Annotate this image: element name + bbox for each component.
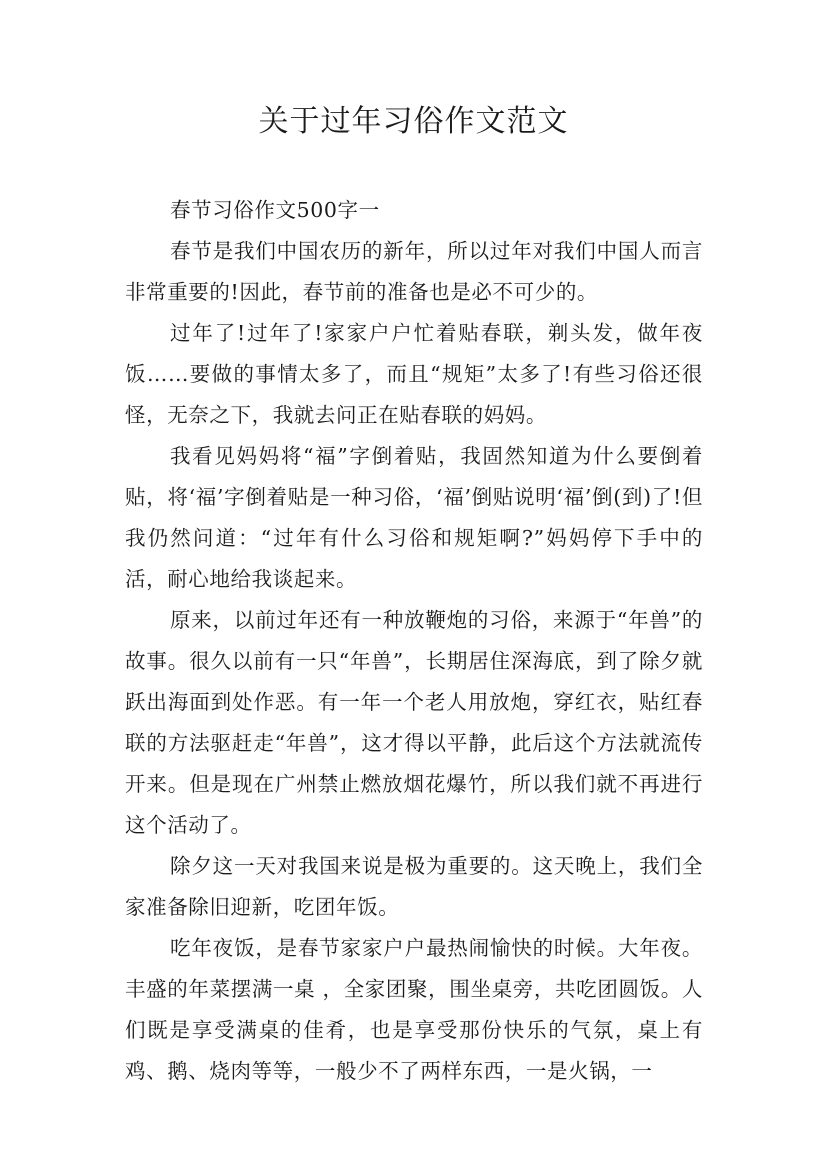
paragraph-subtitle: 春节习俗作文500字一 [170,198,380,222]
document-body [125,190,703,1092]
paragraph: 过年了!过年了!家家户户忙着贴春联，剃头发，做年夜饭……要做的事情太多了，而且“规矩”太多了!有些习俗还很怪，无奈之下，我就去问正在贴春联的妈妈。 [125,321,703,427]
document-title: 关于过年习俗作文范文 [258,104,569,139]
paragraph: 原来，以前过年还有一种放鞭炮的习俗，来源于“年兽”的故事。很久以前有一只“年兽”，长期居住深海底，到了除夕就跃出海面到处作恶。有一年一个老人用放炮，穿红衣，贴红春联的方法驱赶走“年兽”，这才得以平静，此后这个方法就流传开来。但是现在广州禁止燃放烟花爆竹，所以我们就不再进行这个活动了。 [125,608,703,837]
paragraph: 春节是我们中国农历的新年，所以过年对我们中国人而言非常重要的!因此，春节前的准备也是必不可少的。 [125,239,703,304]
paragraph: 除夕这一天对我国来说是极为重要的。这天晚上，我们全家准备除旧迎新，吃团年饭。 [125,854,703,919]
paragraph: 吃年夜饭，是春节家家户户最热闹愉快的时候。大年夜。丰盛的年菜摆满一桌 ，全家团聚，围坐桌旁，共吃团圆饭。人们既是享受满桌的佳肴，也是享受那份快乐的气氛，桌上有鸡、鹅、烧肉等等，一般少不了两样东西，一是火锅，一 [125,936,703,1083]
paragraph: 我看见妈妈将“福”字倒着贴，我固然知道为什么要倒着贴，将‘福’字倒着贴是一种习俗，‘福’倒贴说明‘福’倒(到)了!但我仍然问道：“过年有什么习俗和规矩啊?”妈妈停下手中的活，耐心地给我谈起来。 [125,444,703,591]
